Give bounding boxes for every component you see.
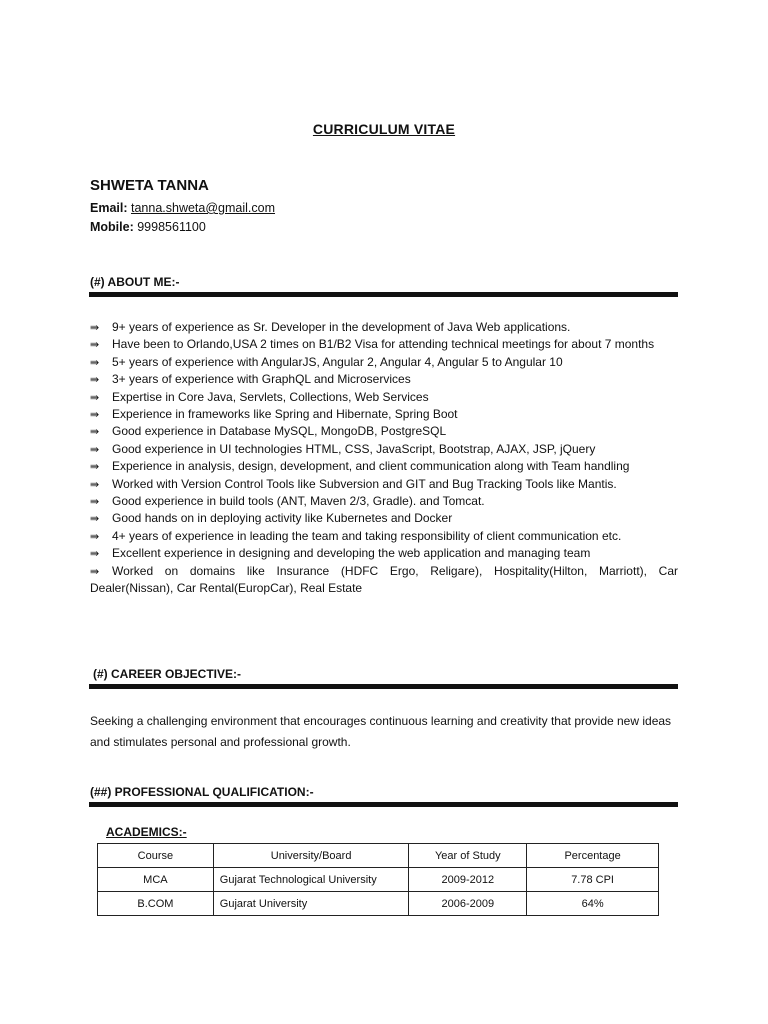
- list-item: ⇛ Experience in analysis, design, development, and client communication along with Team handling: [90, 458, 678, 475]
- table-cell: 7.78 CPI: [527, 868, 659, 892]
- table-cell: Gujarat Technological University: [213, 868, 409, 892]
- table-cell: Gujarat University: [213, 892, 409, 916]
- list-item: ⇛ Expertise in Core Java, Servlets, Collections, Web Services: [90, 389, 678, 406]
- candidate-name: SHWETA TANNA: [90, 177, 209, 194]
- mobile-number: 9998561100: [137, 220, 206, 234]
- list-item: ⇛ 9+ years of experience as Sr. Developer in the development of Java Web applications.: [90, 319, 678, 336]
- list-item: ⇛ 5+ years of experience with AngularJS, Angular 2, Angular 4, Angular 5 to Angular 10: [90, 354, 678, 371]
- table-cell: 2009-2012: [409, 868, 527, 892]
- about-heading: (#) ABOUT ME:-: [90, 275, 180, 289]
- arrow-bullet-icon: ⇛: [90, 564, 100, 578]
- arrow-bullet-icon: ⇛: [90, 355, 100, 369]
- table-cell: MCA: [98, 868, 214, 892]
- about-list: [90, 319, 678, 598]
- email-line: [90, 201, 275, 215]
- list-item: ⇛ Excellent experience in designing and developing the web application and managing team: [90, 545, 678, 562]
- list-item: ⇛ Good experience in Database MySQL, MongoDB, PostgreSQL: [90, 423, 678, 440]
- arrow-bullet-icon: ⇛: [90, 373, 100, 387]
- academics-table: [97, 843, 659, 916]
- arrow-bullet-icon: ⇛: [90, 425, 100, 439]
- column-header-university: University/Board: [213, 844, 409, 868]
- arrow-bullet-icon: ⇛: [90, 408, 100, 422]
- table-cell: 64%: [527, 892, 659, 916]
- column-header-year: Year of Study: [409, 844, 527, 868]
- arrow-bullet-icon: ⇛: [90, 547, 100, 561]
- arrow-bullet-icon: ⇛: [90, 495, 100, 509]
- list-item: ⇛ 3+ years of experience with GraphQL and Microservices: [90, 371, 678, 388]
- list-item: ⇛ Good experience in build tools (ANT, Maven 2/3, Gradle). and Tomcat.: [90, 493, 678, 510]
- career-objective-text: Seeking a challenging environment that encourages continuous learning and creativity that provide new ideas and stimulates personal and professional growth.: [90, 714, 672, 749]
- document-title: CURRICULUM VITAE: [312, 121, 456, 137]
- arrow-bullet-icon: ⇛: [90, 338, 100, 352]
- arrow-bullet-icon: ⇛: [90, 390, 100, 404]
- column-header-percentage: Percentage: [527, 844, 659, 868]
- column-header-course: Course: [98, 844, 214, 868]
- qualification-heading: (##) PROFESSIONAL QUALIFICATION:-: [90, 785, 314, 799]
- section-divider: [89, 292, 678, 297]
- table-row: [98, 892, 659, 916]
- arrow-bullet-icon: ⇛: [90, 460, 100, 474]
- table-row: [98, 868, 659, 892]
- table-cell: B.COM: [98, 892, 214, 916]
- table-cell: 2006-2009: [409, 892, 527, 916]
- table-header-row: [98, 844, 659, 868]
- list-item: ⇛ Good experience in UI technologies HTML, CSS, JavaScript, Bootstrap, AJAX, JSP, jQuery: [90, 441, 678, 458]
- career-heading: (#) CAREER OBJECTIVE:-: [93, 667, 242, 681]
- arrow-bullet-icon: ⇛: [90, 477, 100, 491]
- email-label: Email:: [90, 201, 128, 215]
- mobile-label: Mobile:: [90, 220, 134, 234]
- list-item: ⇛ Have been to Orlando,USA 2 times on B1/B2 Visa for attending technical meetings for about 7 months: [90, 336, 678, 353]
- mobile-line: [90, 220, 206, 234]
- list-item: ⇛ 4+ years of experience in leading the team and taking responsibility of client communication etc.: [90, 528, 678, 545]
- list-item: ⇛ Worked on domains like Insurance (HDFC Ergo, Religare), Hospitality(Hilton, Marriott), Car Dealer(Nissan), Car Rental(EuropCar), Real Estate: [90, 563, 678, 596]
- email-link[interactable]: tanna.shweta@gmail.com: [131, 201, 276, 215]
- arrow-bullet-icon: ⇛: [90, 512, 100, 526]
- list-item: ⇛ Worked with Version Control Tools like Subversion and GIT and Bug Tracking Tools like Mantis.: [90, 476, 678, 493]
- arrow-bullet-icon: ⇛: [90, 529, 100, 543]
- arrow-bullet-icon: ⇛: [90, 442, 100, 456]
- arrow-bullet-icon: ⇛: [90, 321, 100, 334]
- list-item: ⇛ Experience in frameworks like Spring and Hibernate, Spring Boot: [90, 406, 678, 423]
- section-divider: [89, 684, 678, 689]
- list-item: ⇛ Good hands on in deploying activity like Kubernetes and Docker: [90, 510, 678, 527]
- section-divider: [89, 802, 678, 807]
- academics-heading: ACADEMICS:-: [106, 825, 187, 839]
